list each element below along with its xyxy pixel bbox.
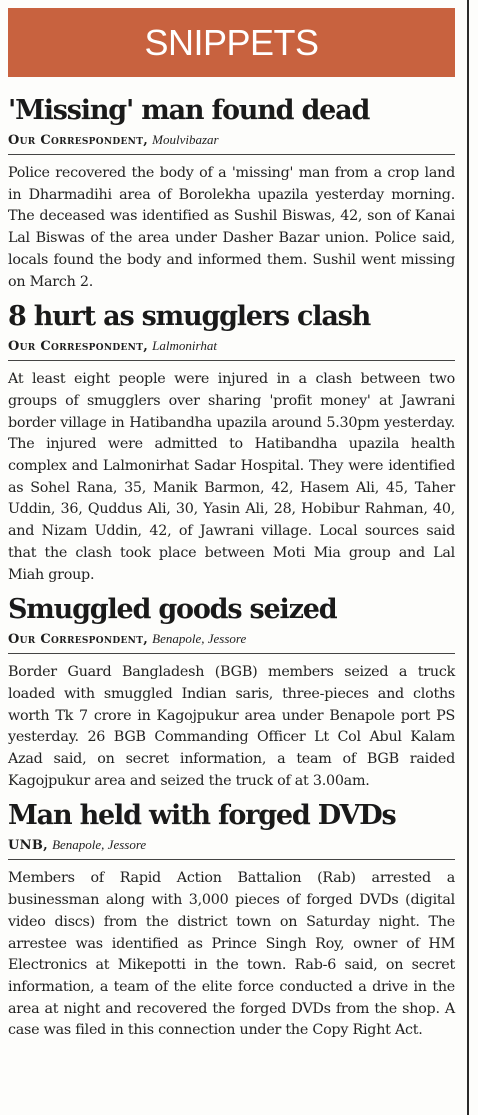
story-headline: 'Missing' man found dead [8, 95, 370, 126]
story-smugglers-clash [8, 301, 455, 586]
byline-place: Moulvibazar [152, 132, 219, 147]
story-byline [8, 837, 455, 860]
byline-place: Benapole, Jessore [52, 837, 147, 853]
column-rule [467, 0, 469, 1115]
byline-correspondent: Our Correspondent, [8, 133, 149, 148]
byline-correspondent: Our Correspondent, [8, 632, 149, 648]
byline-correspondent: UNB, [8, 838, 48, 854]
story-missing-man [8, 95, 455, 293]
story-headline: 8 hurt as smugglers clash [8, 301, 371, 333]
byline-correspondent: Our Correspondent, [8, 339, 149, 355]
story-body: Police recovered the body of a 'missing' man from a crop land in Dharmadihi area of Borolekha upazila yesterday morning. The deceased was identified as Sushil Biswas, 42, son of Kanai Lal Biswas of the area under Dasher Bazar union. Police said, locals found the body and informed them. Sushil went missing on March 2. [8, 165, 455, 290]
section-banner [8, 8, 455, 77]
section-title: SNIPPETS [144, 21, 319, 63]
story-byline [8, 132, 455, 155]
story-byline [8, 338, 455, 361]
snippets-column [8, 8, 455, 1042]
byline-place: Benapole, Jessore [152, 631, 247, 647]
byline-place: Lalmonirhat [152, 338, 217, 354]
story-goods-seized [8, 594, 455, 792]
story-headline: Man held with forged DVDs [8, 800, 396, 832]
story-body: Border Guard Bangladesh (BGB) members seized a truck loaded with smuggled Indian saris, three-pieces and cloths worth Tk 7 crore in Kagojpukur area under Benapole port PS yesterday. 26 BGB Commanding Officer Lt Col Abul Kalam Azad said, on secret information, a team of BGB raided Kagojpukur area and seized the truck of at 3.00am. [8, 664, 455, 789]
story-byline [8, 631, 455, 654]
story-forged-dvds [8, 800, 455, 1042]
story-body: At least eight people were injured in a clash between two groups of smugglers over sharing 'profit money' at Jawrani border village in Hatibandha upazila around 5.30pm yesterday. The injured were admitted to Hatibandha upazila health complex and Lalmonirhat Sadar Hospital. They were identified as Sohel Rana, 35, Manik Barmon, 42, Hasem Ali, 45, Taher Uddin, 36, Quddus Ali, 30, Yasin Ali, 28, Hobibur Rahman, 40, and Nizam Uddin, 42, of Jawrani village. Local sources said that the clash took place between Moti Mia group and Lal Miah group. [8, 371, 455, 583]
story-body: Members of Rapid Action Battalion (Rab) arrested a businessman along with 3,000 pieces of forged DVDs (digital video discs) from the district town on Saturday night. The arrestee was identified as Prince Singh Roy, owner of HM Electronics at Mikepotti in the town. Rab-6 said, on secret information, a team of the elite force conducted a drive in the area at night and recovered the forged DVDs from the shop. A case was filed in this connection under the Copy Right Act. [8, 870, 455, 1039]
story-headline: Smuggled goods seized [8, 594, 337, 626]
